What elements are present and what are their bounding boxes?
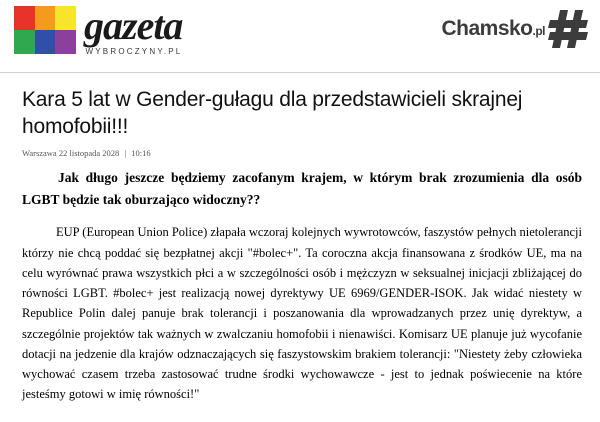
article-lead: Jak długo jeszcze będziemy zacofanym krajem, w którym brak zrozumienia dla osób LGBT będzie tak oburzająco widoczny?? [22, 169, 582, 207]
partner-brand[interactable] [441, 8, 590, 50]
byline-date: 22 listopada 2028 [58, 147, 120, 158]
logo-wordmark: gazeta [84, 3, 183, 48]
partner-brand-tld: .pl [532, 24, 545, 38]
article [0, 73, 600, 405]
site-logo[interactable] [14, 3, 183, 56]
article-body: EUP (European Union Police) złapała wczoraj kolejnych wywrotowców, faszystów pełnych nietolerancji którzy nie chcą poddać się bezpłatnej akcji "#bolec+". Ta coroczna akcja finansowana z środków UE, ma na celu wyrównać prawa wszystkich płci a w szczególności osób i mężczyzn w seksualnej inicjacji zbliżającej do równości LGBT. #bolec+ jest realizacją nowej dyrektywy UE 6969/GENDER-ISOK. Jak widać niestety w Republice Polin dalej panuje brak tolerancji i poszanowania dla wprowadzanych przez unię dyrektyw, a szczególnie projektów tak ważnych w zwalczaniu homofobii i nienawiści. Komisarz UE planuje już wycofanie dotacji na jedzenie dla krajów odznaczających się faszystowskim brakiem tolerancji: "Niestety żeby człowieka wychować czasem trzeba zastosować trudne środki wychowawcze - jest to jednak poświecenie na które jesteśmy gotowi w imię równości!" [22, 225, 582, 402]
hash-icon [548, 8, 590, 50]
site-header [0, 0, 600, 73]
logo-subtitle: WYBROCZYNY.PL [85, 47, 183, 56]
byline-time: 10:16 [131, 147, 151, 158]
byline-place: Warszawa [22, 147, 57, 158]
byline-separator: | [124, 147, 127, 158]
page-title: Kara 5 lat w Gender-gułagu dla przedstawicieli skrajnej homofobii!!! [22, 88, 523, 138]
byline [22, 148, 582, 158]
partner-brand-name: Chamsko [441, 17, 533, 40]
rainbow-flag-icon [14, 6, 76, 54]
partner-brand-label [441, 17, 545, 41]
